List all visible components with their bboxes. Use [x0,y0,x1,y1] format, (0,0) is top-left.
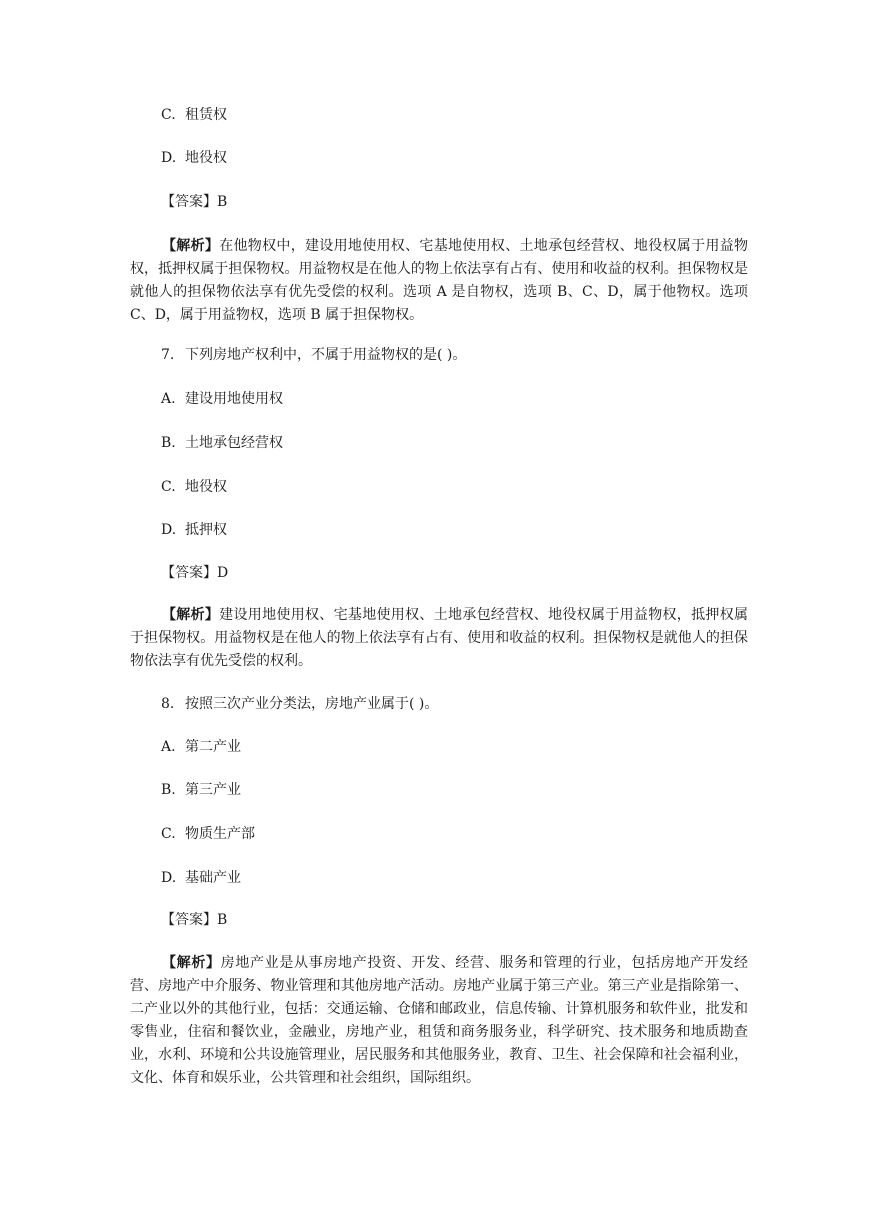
option-letter: B. [161,782,176,798]
option-letter: C. [161,479,176,495]
answer-q7 [161,563,228,583]
question-number: 8. [161,696,175,712]
option-b-q7 [161,433,283,453]
option-c-q8 [161,824,255,844]
analysis-text: 建设用地使用权、宅基地使用权、土地承包经营权、地役权属于用益物权，抵押权属于担保物权。用益物权是在他人的物上依法享有占有、使用和收益的权利。担保物权是就他人的担保物依法享有优先受偿的权利。 [130,607,749,669]
analysis-q6 [130,235,748,327]
option-d-q6 [161,148,227,168]
question-8 [161,694,438,714]
answer-label: 【答案】 [161,912,217,928]
option-letter: D. [161,870,177,886]
option-letter: B. [161,435,176,451]
analysis-label: 【解析】 [162,607,220,623]
option-letter: D. [161,150,177,166]
answer-value: B [217,912,228,928]
option-a-q7 [161,389,283,409]
answer-label: 【答案】 [161,194,217,210]
question-number: 7. [161,347,175,363]
option-a-q8 [161,737,241,757]
option-d-q7 [161,520,227,540]
option-d-q8 [161,868,241,888]
option-letter: A. [161,739,176,755]
option-text: 地役权 [185,479,227,495]
question-7 [161,345,466,365]
question-text: 按照三次产业分类法，房地产业属于( )。 [185,696,439,712]
answer-value: B [217,194,228,210]
option-text: 第二产业 [185,739,241,755]
question-text: 下列房地产权利中，不属于用益物权的是( )。 [185,347,467,363]
analysis-q7 [130,604,748,673]
option-text: 建设用地使用权 [185,391,283,407]
option-text: 第三产业 [185,782,241,798]
analysis-label: 【解析】 [162,238,220,254]
option-text: 地役权 [185,150,227,166]
option-c-q7 [161,477,227,497]
analysis-label: 【解析】 [162,955,221,971]
option-text: 抵押权 [185,522,227,538]
option-text: 基础产业 [185,870,241,886]
option-text: 土地承包经营权 [185,435,283,451]
answer-q8 [161,910,227,930]
option-letter: C. [161,826,176,842]
option-letter: D. [161,522,177,538]
option-c-q6 [161,105,227,125]
answer-label: 【答案】 [161,565,217,581]
analysis-q8 [130,952,748,1090]
option-letter: A. [161,391,176,407]
option-text: 物质生产部 [185,826,255,842]
option-text: 租赁权 [185,107,227,123]
analysis-text: 房地产业是从事房地产投资、开发、经营、服务和管理的行业，包括房地产开发经营、房地产中介服务、物业管理和其他房地产活动。房地产业属于第三产业。第三产业是指除第一、二产业以外的其他行业，包括：交通运输、仓储和邮政业，信息传输、计算机服务和软件业，批发和零售业，住宿和餐饮业，金融业，房地产业，租赁和商务服务业，科学研究、技术服务和地质勘查业，水利、环境和公共设施管理业，居民服务和其他服务业，教育、卫生、社会保障和社会福利业，文化、体育和娱乐业，公共管理和社会组织，国际组织。 [130,955,749,1086]
answer-q6 [161,192,227,212]
option-b-q8 [161,780,241,800]
analysis-text: 在他物权中，建设用地使用权、宅基地使用权、土地承包经营权、地役权属于用益物权，抵押权属于担保物权。用益物权是在他人的物上依法享有占有、使用和收益的权利。担保物权是就他人的担保物依法享有优先受偿的权利。选项 A 是自物权，选项 B、C、D，属于他物权。选项 C、D，属于用益物权，选项 B 属于担保物权。 [130,238,749,323]
option-letter: C. [161,107,176,123]
answer-value: D [217,565,229,581]
